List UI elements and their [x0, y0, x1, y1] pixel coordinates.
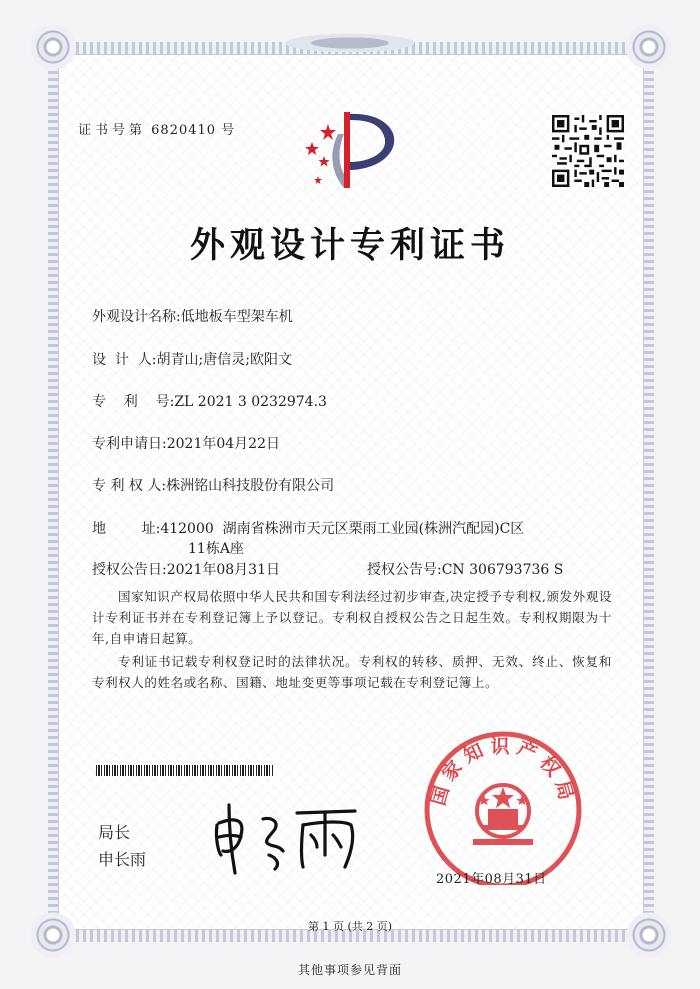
certificate-number	[78, 119, 235, 138]
grant-statement-paragraph: 国家知识产权局依照中华人民共和国专利法经过初步审查,决定授予专利权,颁发外观设计专利证书并在专利登记簿上予以登记。专利权自授权公告之日起生效。专利权期限为十年,自申请日起算。	[92, 589, 612, 646]
seal-text: 国家知识产权局	[427, 735, 579, 809]
patentee-label: 专 利 权 人:	[92, 478, 167, 494]
certificate-title: 外观设计专利证书	[189, 226, 510, 266]
design-name-value: 低地板车型架车机	[180, 309, 293, 325]
border-band-left	[48, 42, 58, 942]
address-label: 地 址:	[92, 521, 161, 537]
grant-number-value: CN 306793736 S	[441, 562, 564, 578]
page-number: 第 1 页 (共 2 页)	[307, 920, 393, 933]
legal-status-paragraph: 专利证书记载专利权登记时的法律状况。专利权的转移、质押、无效、终止、恢复和专利权人的姓名或名称、国籍、地址变更等事项记载在专利登记簿上。	[92, 654, 612, 690]
design-name-row	[92, 306, 293, 326]
address-row	[92, 518, 524, 538]
cnipa-logo-icon	[298, 104, 410, 190]
address-value-line1: 412000 湖南省株洲市天元区栗雨工业园(株洲汽配园)C区	[160, 521, 525, 537]
grant-date-value: 2021年08月31日	[166, 562, 280, 578]
top-crest-ornament	[260, 30, 440, 56]
back-note: 其他事项参见背面	[297, 963, 402, 977]
director-signature-icon	[205, 795, 365, 875]
certificate-number-label: 证书号第	[78, 123, 147, 138]
address-value-line2: 11栋A座	[188, 541, 244, 557]
director-name: 申长雨	[98, 850, 147, 869]
border-band-right	[644, 42, 654, 942]
grant-number-label: 授权公告号:	[367, 562, 442, 578]
certificate-number-value: 6820410	[151, 123, 217, 138]
grant-date-label: 授权公告日:	[92, 562, 167, 578]
certificate-number-suffix: 号	[221, 123, 236, 138]
seal-date: 2021年08月31日	[436, 872, 547, 887]
corner-ornament-top-left	[30, 24, 76, 70]
application-date-label: 专利申请日:	[92, 436, 167, 452]
patent-number-row	[92, 391, 327, 411]
barcode	[96, 765, 274, 776]
design-name-label: 外观设计名称:	[92, 309, 181, 325]
patentee-row	[92, 475, 334, 495]
corner-ornament-top-right	[626, 24, 672, 70]
patent-number-value: ZL 2021 3 0232974.3	[174, 394, 327, 410]
designers-row	[92, 349, 292, 369]
application-date-value: 2021年04月22日	[166, 436, 280, 452]
designers-value: 胡青山;唐信灵;欧阳文	[156, 352, 292, 368]
grant-number-row	[367, 559, 563, 579]
patent-number-label: 专 利 号:	[92, 394, 175, 410]
designers-label: 设 计 人:	[92, 352, 157, 368]
patentee-value: 株洲铭山科技股份有限公司	[166, 478, 335, 494]
application-date-row	[92, 433, 280, 453]
qr-code-icon	[552, 115, 624, 187]
grant-date-row	[92, 559, 280, 579]
director-title: 局长	[98, 823, 131, 842]
official-seal-icon	[418, 725, 588, 885]
